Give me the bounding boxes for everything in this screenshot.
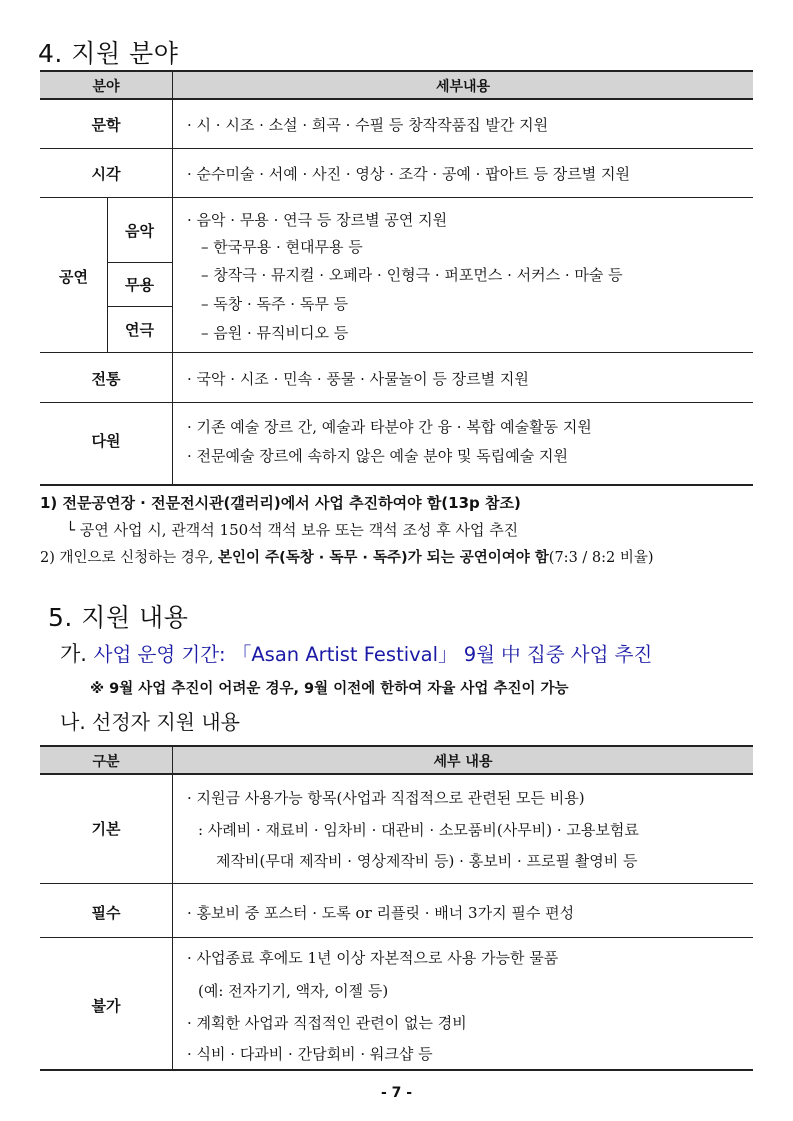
table1-header-field: 분야 — [92, 79, 120, 95]
row-performance-line: – 창작극 · 뮤지컬 · 오페라 · 인형극 · 퍼포먼스 · 서커스 · 마술 등 — [201, 266, 623, 284]
item-ga-text: 사업 운영 기간: 「Asan Artist Festival」 9월 中 집중 사업 추진 — [93, 643, 653, 666]
row-literature-label: 문학 — [91, 116, 121, 134]
row-basic-label: 기본 — [91, 820, 121, 838]
note-2-suffix: (7:3 / 8:2 비율) — [548, 550, 654, 566]
row-literature-detail: · 시 · 시조 · 소설 · 희곡 · 수필 등 창작작품집 발간 지원 — [187, 116, 549, 134]
row-not-allowed-line: · 계획한 사업과 직접적인 관련이 없는 경비 — [187, 1014, 467, 1032]
row-performance-line: · 음악 · 무용 · 연극 등 장르별 공연 지원 — [187, 211, 448, 229]
section-4-title: 4. 지원 분야 — [38, 39, 179, 68]
table1-row-divider — [40, 148, 753, 149]
table2-top-border — [40, 745, 753, 747]
row-multi-line: · 전문예술 장르에 속하지 않은 예술 분야 및 독립예술 지원 — [187, 447, 568, 465]
row-not-allowed-line: · 식비 · 다과비 · 간담회비 · 워크샵 등 — [187, 1045, 433, 1063]
row-traditional-label: 전통 — [91, 370, 121, 388]
table1-header-detail: 세부내용 — [435, 79, 491, 95]
table1-top-border — [40, 70, 753, 72]
row-traditional-detail: · 국악 · 시조 · 민속 · 풍물 · 사물놀이 등 장르별 지원 — [187, 370, 529, 388]
table2-row-divider — [40, 883, 753, 884]
row-performance-line: – 한국무용 · 현대무용 등 — [201, 238, 363, 256]
table2-bottom-border — [40, 1069, 753, 1071]
table1-row-divider — [40, 352, 753, 353]
table1-subrow-divider — [107, 262, 172, 263]
row-visual-detail: · 순수미술 · 서예 · 사진 · 영상 · 조각 · 공예 · 팝아트 등 장르별 지원 — [187, 165, 630, 183]
row-not-allowed-line: · 사업종료 후에도 1년 이상 자본적으로 사용 가능한 물품 — [187, 949, 559, 967]
row-performance-sub-dance: 무용 — [125, 276, 154, 294]
table2-header-bottom-border — [40, 773, 753, 775]
table1-row-divider — [40, 402, 753, 403]
row-visual-label: 시각 — [91, 165, 121, 183]
row-not-allowed-line: (예: 전자기기, 액자, 이젤 등) — [198, 982, 389, 1000]
row-required-detail: · 홍보비 중 포스터 · 도록 or 리플릿 · 배너 3가지 필수 편성 — [187, 904, 575, 922]
table1-bottom-border — [40, 484, 753, 486]
row-performance-line: – 독창 · 독주 · 독무 등 — [201, 295, 349, 313]
row-performance-line: – 음원 · 뮤직비디오 등 — [201, 324, 349, 342]
table2-header-detail: 세부 내용 — [433, 754, 493, 770]
item-ga — [60, 638, 652, 668]
row-multi-line: · 기존 예술 장르 간, 예술과 타분야 간 융 · 복합 예술활동 지원 — [187, 418, 592, 436]
table1-col-divider — [172, 71, 173, 485]
table1-row-divider — [40, 197, 753, 198]
item-ga-note: ※ 9월 사업 추진이 어려운 경우, 9월 이전에 한하여 자율 사업 추진이 가능 — [90, 681, 569, 697]
item-ga-prefix: 가. — [60, 642, 94, 666]
item-na: 나. 선정자 지원 내용 — [60, 710, 240, 734]
note-2 — [40, 546, 654, 567]
row-required-label: 필수 — [91, 904, 121, 922]
row-performance-sub-music: 음악 — [125, 222, 154, 240]
row-basic-line: : 사례비 · 재료비 · 임차비 · 대관비 · 소모품비(사무비) · 고용보험료 — [198, 821, 639, 839]
row-not-allowed-label: 불가 — [91, 997, 121, 1015]
note-1-sub: └ 공연 사업 시, 관객석 150석 객석 보유 또는 객석 조성 후 사업 추진 — [66, 521, 519, 539]
row-performance-label: 공연 — [59, 268, 88, 286]
table2-header-category: 구분 — [92, 754, 120, 770]
table1-header-bottom-border — [40, 98, 753, 100]
row-basic-line: · 지원금 사용가능 항목(사업과 직접적으로 관련된 모든 비용) — [187, 789, 585, 807]
note-2-prefix: 2) 개인으로 신청하는 경우, — [40, 550, 218, 566]
section-5-title: 5. 지원 내용 — [48, 603, 189, 632]
row-basic-line: 제작비(무대 제작비 · 영상제작비 등) · 홍보비 · 프로필 촬영비 등 — [216, 852, 638, 870]
note-1: 1) 전문공연장 · 전문전시관(갤러리)에서 사업 추진하여야 함(13p 참조) — [40, 494, 521, 512]
page-number: - 7 - — [380, 1085, 413, 1101]
row-performance-sub-theater: 연극 — [125, 321, 154, 339]
row-multi-label: 다원 — [91, 432, 121, 450]
note-2-bold: 본인이 주(독창 · 독무 · 독주)가 되는 공연이여야 함 — [218, 550, 549, 566]
table1-subrow-divider — [107, 306, 172, 307]
table2-col-divider — [172, 746, 173, 1070]
table2-row-divider — [40, 937, 753, 938]
